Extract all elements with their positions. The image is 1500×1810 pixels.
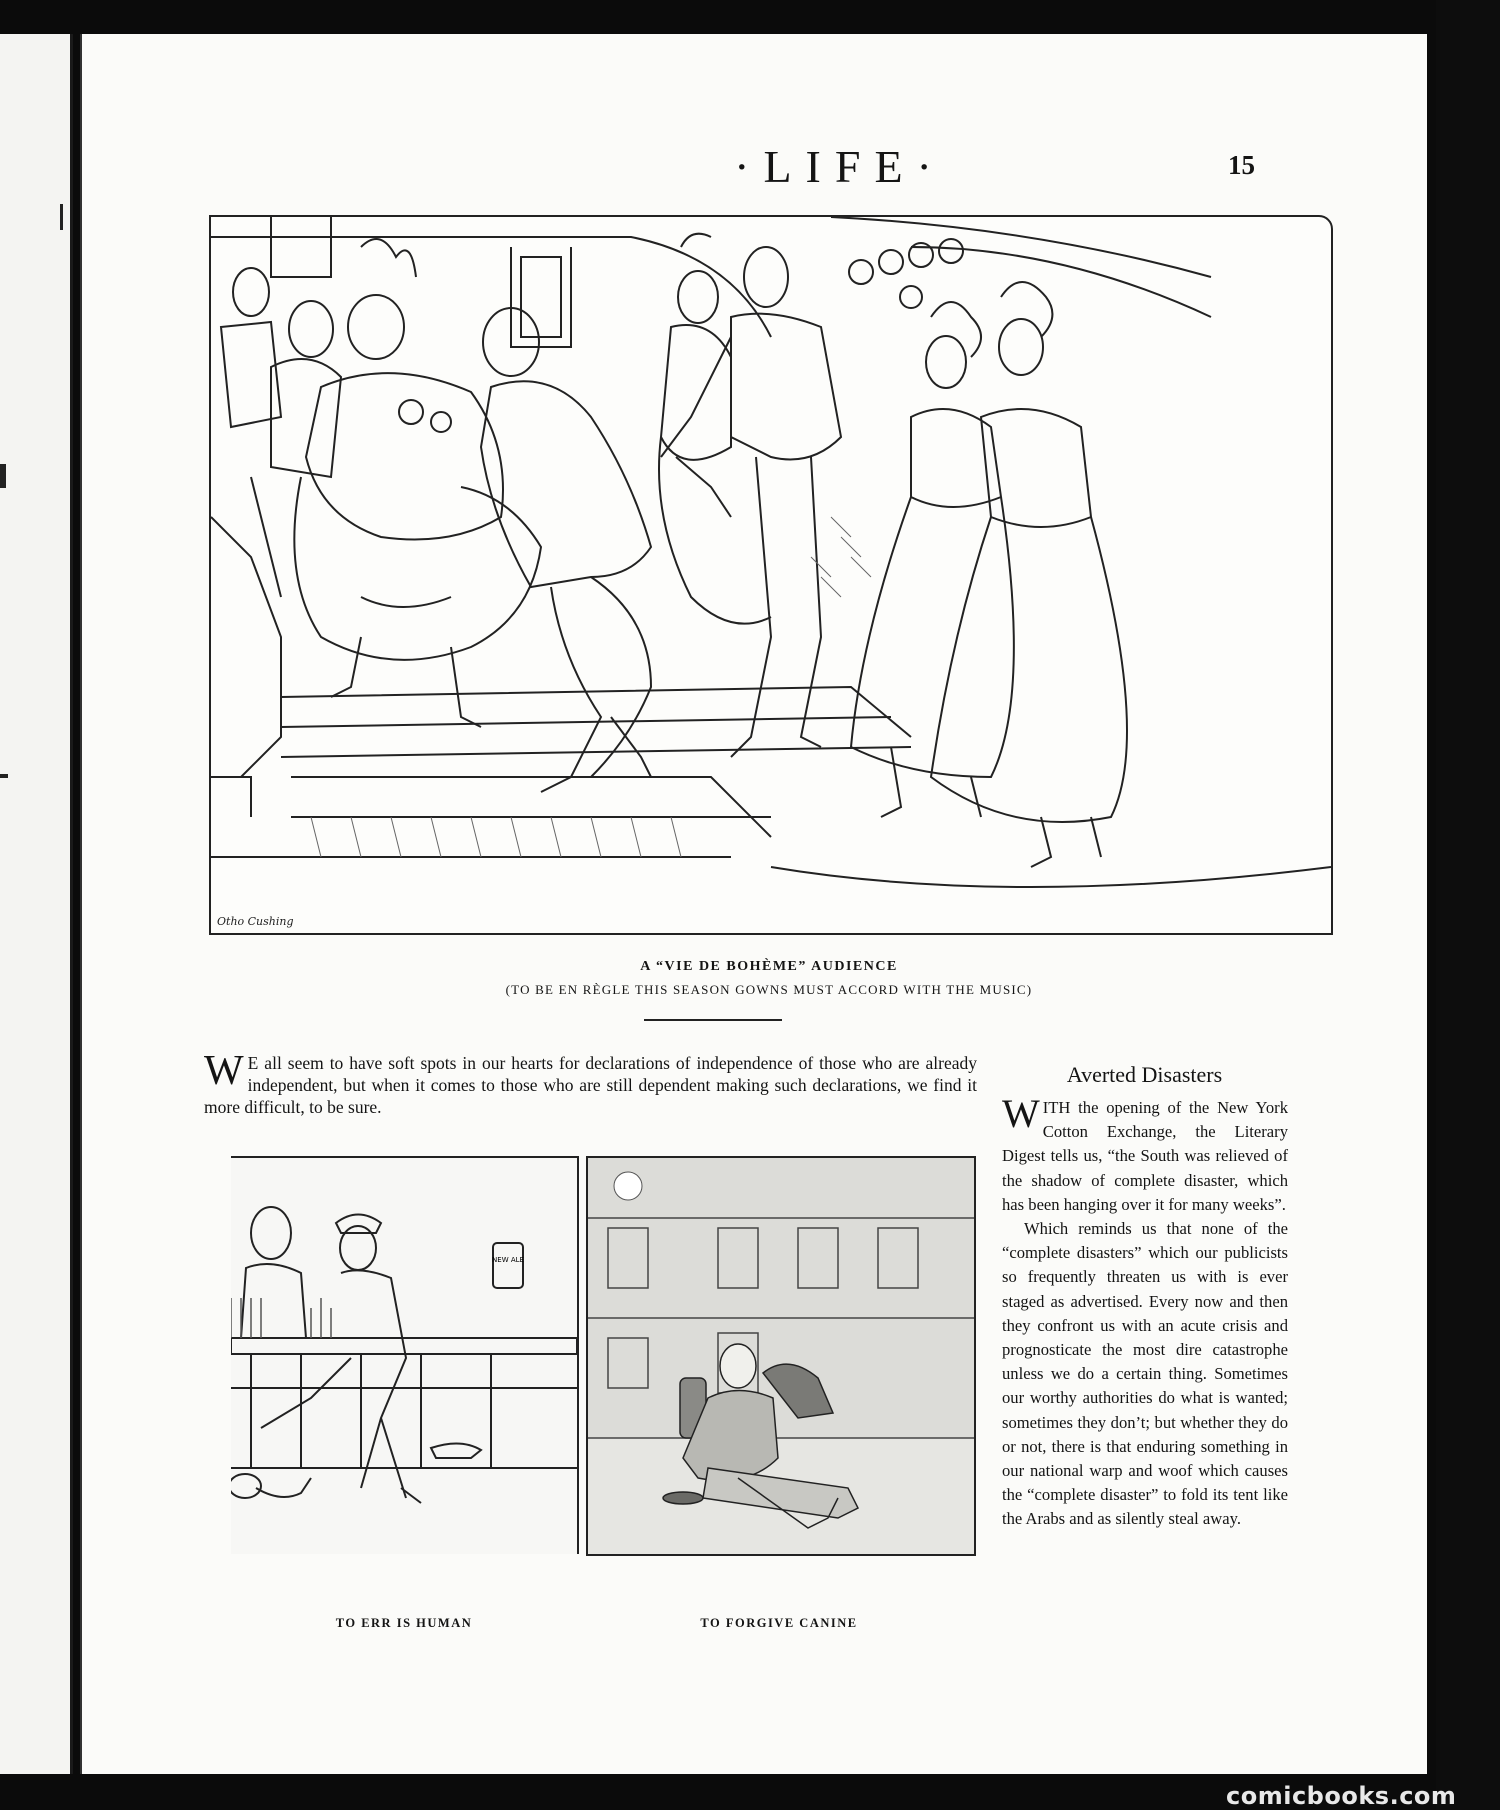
- theatre-audience-drawing: [211, 217, 1331, 933]
- magazine-page: [80, 34, 1427, 1774]
- cartoon-bar-scene: [231, 1156, 579, 1554]
- section-rule: [644, 1019, 782, 1021]
- previous-page-edge: [0, 34, 73, 1774]
- edge-mark: [60, 204, 63, 230]
- article-paragraph: Which reminds us that none of the “complete disasters” which our publicists so frequently threaten us with is ever staged as advertised. Every now and then they confront us with an acute crisis and prognosticate the most dire catastrophe unless we do a certain thing. Sometimes our worthy authorities do what is wanted; sometimes they don’t; but whether they do or not, there is that enduring something in our national warp and woof which causes the “complete disaster” to fold its tent like the Arabs and as silently steal away.: [1002, 1219, 1288, 1529]
- cartoon-left-caption: TO ERR IS HUMAN: [335, 1616, 473, 1630]
- main-subcaption: (TO BE EN RÈGLE THIS SEASON GOWNS MUST ACCORD WITH THE MUSIC): [505, 982, 1033, 997]
- edge-mark: [0, 464, 6, 488]
- main-illustration: [209, 215, 1333, 935]
- article-heading: Averted Disasters: [1066, 1062, 1223, 1087]
- page-number: 15: [1228, 150, 1255, 180]
- book-spine-shadow: [1436, 0, 1500, 1810]
- masthead: ·LIFE·: [734, 141, 946, 192]
- main-caption: A “VIE DE BOHÈME” AUDIENCE: [640, 959, 898, 974]
- edge-mark: [0, 774, 8, 778]
- article-body: [1002, 1091, 1288, 1532]
- bar-scene-drawing: [231, 1158, 577, 1554]
- editorial-paragraph: [204, 1048, 977, 1118]
- site-watermark: comicbooks.com: [1226, 1782, 1457, 1810]
- editorial-text: E all seem to have soft spots in our hearts for declarations of independence of those who are already independent, but when it comes to those who are still dependent making such declarations, we find it more difficult, to be sure.: [204, 1053, 977, 1117]
- ale-sign: NEW ALE: [492, 1256, 524, 1264]
- article-paragraph-1-text: ITH the opening of the New York Cotton Exchange, the Literary Digest tells us, “the South was relieved of the shadow of complete disaster, which has been hanging over it for many weeks”.: [1002, 1098, 1288, 1214]
- article-dropcap: W: [1002, 1091, 1040, 1136]
- artist-signature: Otho Cushing: [217, 915, 294, 928]
- street-scene-drawing: [588, 1158, 974, 1554]
- editorial-dropcap: W: [204, 1048, 244, 1094]
- cartoon-street-scene: [586, 1156, 976, 1556]
- cartoon-right-caption: TO FORGIVE CANINE: [700, 1616, 858, 1630]
- article-paragraph: [1002, 1091, 1288, 1217]
